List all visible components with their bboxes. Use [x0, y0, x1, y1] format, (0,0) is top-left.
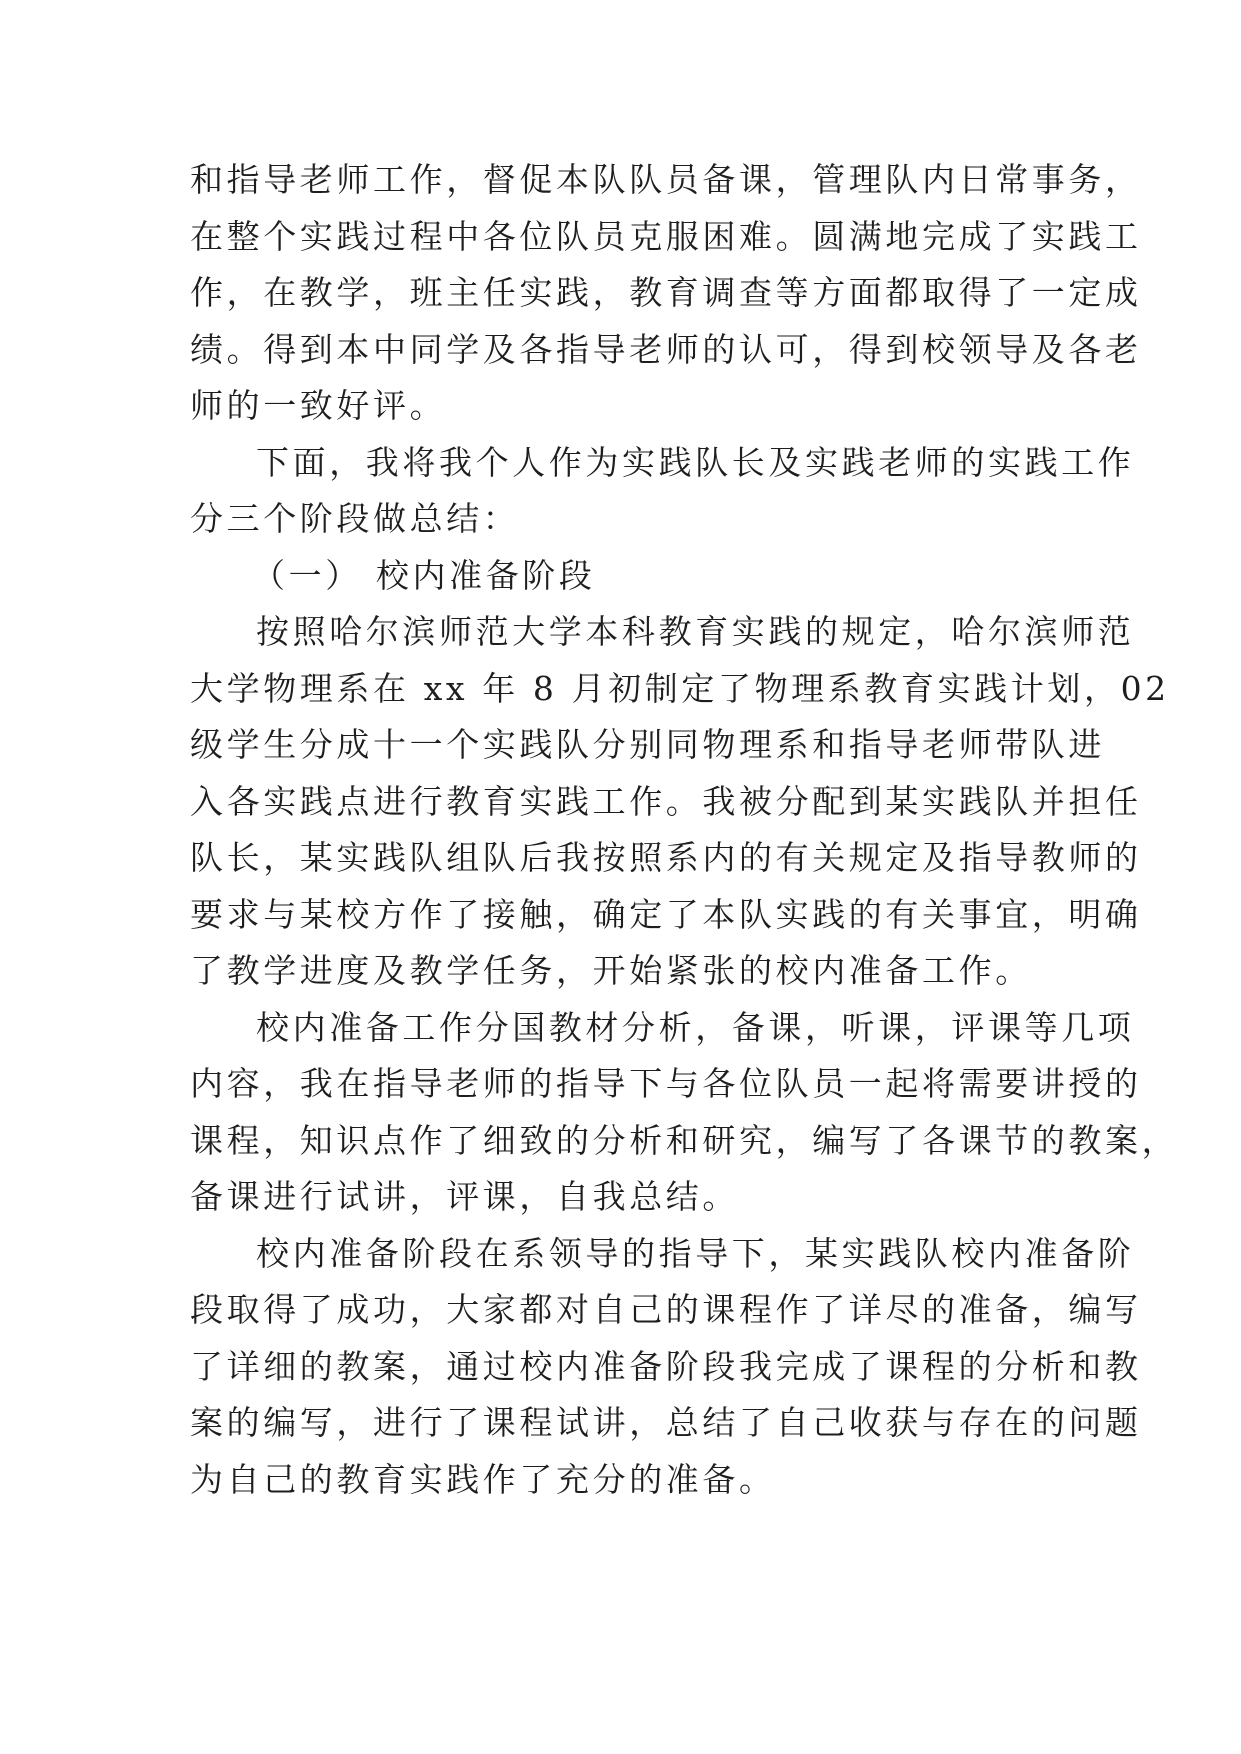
text-line: 队长，某实践队组队后我按照系内的有关规定及指导教师的 [190, 838, 1142, 877]
text-line: 级学生分成十一个实践队分别同物理系和指导老师带队进 [190, 725, 1105, 764]
text-line: 师的一致好评。 [190, 386, 447, 425]
text-line: 绩。得到本中同学及各指导老师的认可，得到校领导及各老 [190, 329, 1142, 369]
text-line: 大学物理系在 xx 年 8 月初制定了物理系教育实践计划，02 [190, 668, 1170, 708]
text-line: 分三个阶段做总结： [190, 499, 520, 538]
paragraph-first-line: 下面，我将我个人作为实践队长及实践老师的实践工作 [256, 442, 1135, 482]
text-line: 备课进行试讲，评课，自我总结。 [190, 1177, 739, 1216]
paragraph-first-line: 按照哈尔滨师范大学本科教育实践的规定，哈尔滨师范 [256, 612, 1135, 651]
text-line: 课程，知识点作了细致的分析和研究，编写了各课节的教案， [190, 1120, 1179, 1160]
text-line: 要求与某校方作了接触，确定了本队实践的有关事宜，明确 [190, 894, 1142, 934]
text-line: 作，在教学，班主任实践，教育调查等方面都取得了一定成 [190, 273, 1142, 312]
text-line: 段取得了成功，大家都对自己的课程作了详尽的准备，编写 [190, 1290, 1142, 1329]
paragraph-first-line: 校内准备阶段在系领导的指导下，某实践队校内准备阶 [256, 1233, 1135, 1273]
text-line: 和指导老师工作，督促本队队员备课，管理队内日常事务， [190, 160, 1142, 199]
text-line: 了详细的教案，通过校内准备阶段我完成了课程的分析和教 [190, 1346, 1142, 1386]
text-line: 在整个实践过程中各位队员克服困难。圆满地完成了实践工 [190, 216, 1142, 256]
text-line: 为自己的教育实践作了充分的准备。 [190, 1459, 776, 1499]
text-line: 案的编写，进行了课程试讲，总结了自己收获与存在的问题 [190, 1403, 1142, 1442]
text-line: 入各实践点进行教育实践工作。我被分配到某实践队并担任 [190, 781, 1142, 821]
text-line: 内容，我在指导老师的指导下与各位队员一起将需要讲授的 [190, 1064, 1142, 1103]
text-line: 了教学进度及教学任务，开始紧张的校内准备工作。 [190, 951, 1032, 990]
section-heading: （一） 校内准备阶段 [252, 555, 596, 595]
paragraph-first-line: 校内准备工作分国教材分析，备课，听课，评课等几项 [256, 1007, 1135, 1047]
document-body [190, 152, 1179, 1508]
